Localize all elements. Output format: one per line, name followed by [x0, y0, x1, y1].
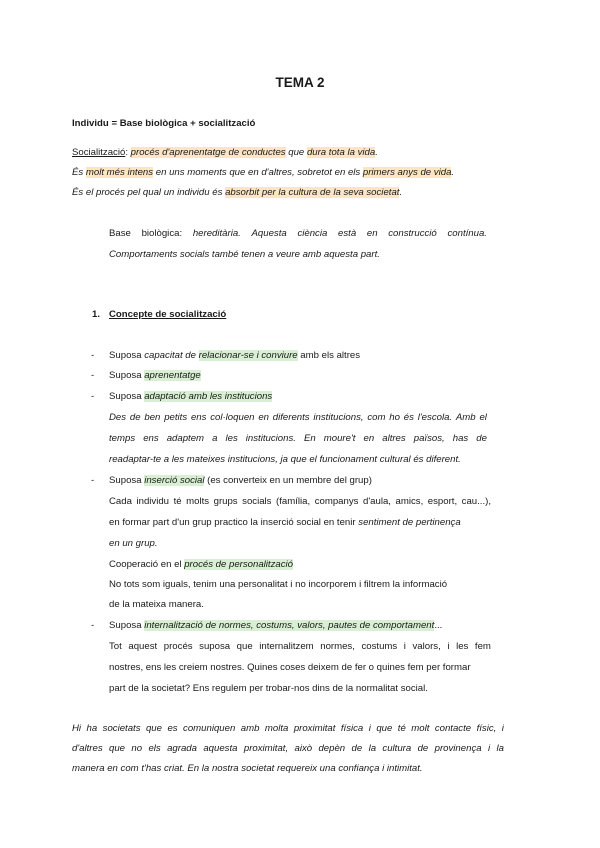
highlight-intens: molt més intens: [85, 167, 154, 178]
bullet4-line-1: Cada individu té molts grups socials (família, companys d'aula, amics, esport, cau...),: [109, 496, 491, 507]
highlight-absorbit: absorbit per la cultura de la seva societat: [225, 187, 400, 198]
highlight-relacionar: relacionar-se i conviure: [198, 350, 298, 361]
section-title: Concepte de socialització: [109, 309, 227, 320]
page-title: TEMA 2: [275, 75, 325, 90]
highlight-proces: procés d'aprenentatge de conductes: [130, 147, 286, 158]
closing-line-2: d'altres que no els agrada aquesta proximitat, això depèn de la cultura de provinença i la: [72, 743, 504, 754]
bullet-item: Suposa adaptació amb les institucions: [109, 391, 273, 402]
bullet-item: Suposa inserció social (es converteix en un membre del grup): [109, 475, 372, 486]
highlight-primers-anys: primers anys de vida: [362, 167, 452, 178]
base-line-2: Comportaments socials també tenen a veure amb aquesta part.: [109, 249, 380, 260]
formula-heading: Individu = Base biològica + socialització: [72, 118, 256, 129]
bullet4-line-2: en formar part d'un grup practico la inserció social en tenir sentiment de pertinença: [109, 517, 461, 528]
highlight-adaptacio: adaptació amb les institucions: [144, 391, 273, 402]
bullet4-line-4: Cooperació en el procés de personalització: [109, 559, 293, 570]
highlight-insercio: inserció social: [144, 475, 205, 486]
intro-line-1: Socialització: procés d'aprenentatge de conductes que dura tota la vida.: [72, 147, 378, 158]
intro-line-2: És molt més intens en uns moments que en d'altres, sobretot en els primers anys de vida.: [72, 167, 455, 178]
bullet4-line-5: No tots som iguals, tenim una personalitat i no incorporem i filtrem la informació: [109, 579, 448, 590]
highlight-personalitzacio: procés de personalització: [184, 559, 293, 570]
bullet4-line-3: en un grup.: [109, 538, 158, 549]
bullet5-line-3: part de la societat? Ens regulem per trobar-nos dins de la normalitat social.: [109, 683, 428, 694]
bullet-item: Suposa internalització de normes, costums, valors, pautes de comportament...: [109, 620, 443, 631]
bullet5-line-2: nostres, ens les creiem nostres. Quines coses deixem de fer o quines fem per formar: [109, 662, 471, 673]
bullet-dash: -: [91, 350, 95, 361]
bullet3-line-2: temps ens adaptem a les institucions. En moure't en altres països, has de: [109, 433, 487, 444]
closing-line-3: manera en com t'has criat. En la nostra societat requereix una confiança i intimitat.: [72, 763, 423, 774]
bullet-dash: -: [91, 475, 95, 486]
closing-line-1: Hi ha societats que es comuniquen amb molta proximitat física i que té molt contacte físic, i: [72, 723, 504, 734]
bullet3-line-3: readaptar-te a les mateixes institucions, ja que el funcionament cultural és diferent.: [109, 454, 461, 465]
bullet-dash: -: [91, 620, 95, 631]
bullet4-line-6: de la mateixa manera.: [109, 599, 204, 610]
bullet-dash: -: [91, 370, 95, 381]
base-line-1: Base biològica: hereditària. Aquesta ciència està en construcció contínua.: [109, 228, 487, 239]
bullet-dash: -: [91, 391, 95, 402]
socialitzacio-term: Socialització: [72, 147, 126, 158]
intro-line-3: És el procés pel qual un individu és absorbit per la cultura de la seva societat.: [72, 187, 403, 198]
highlight-internalitzacio: internalització de normes, costums, valors, pautes de comportament: [144, 620, 435, 631]
bullet5-line-1: Tot aquest procés suposa que internalitzem normes, costums i valors, i les fem: [109, 641, 491, 652]
bullet-item: Suposa aprenentatge: [109, 370, 201, 381]
bullet-item: Suposa capacitat de relacionar-se i conviure amb els altres: [109, 350, 361, 361]
highlight-aprenentatge: aprenentatge: [144, 370, 201, 381]
highlight-dura: dura tota la vida: [306, 147, 376, 158]
bullet3-line-1: Des de ben petits ens col·loquen en diferents institucions, com ho és l'escola. Amb el: [109, 412, 487, 423]
section-number: 1.: [92, 309, 101, 320]
